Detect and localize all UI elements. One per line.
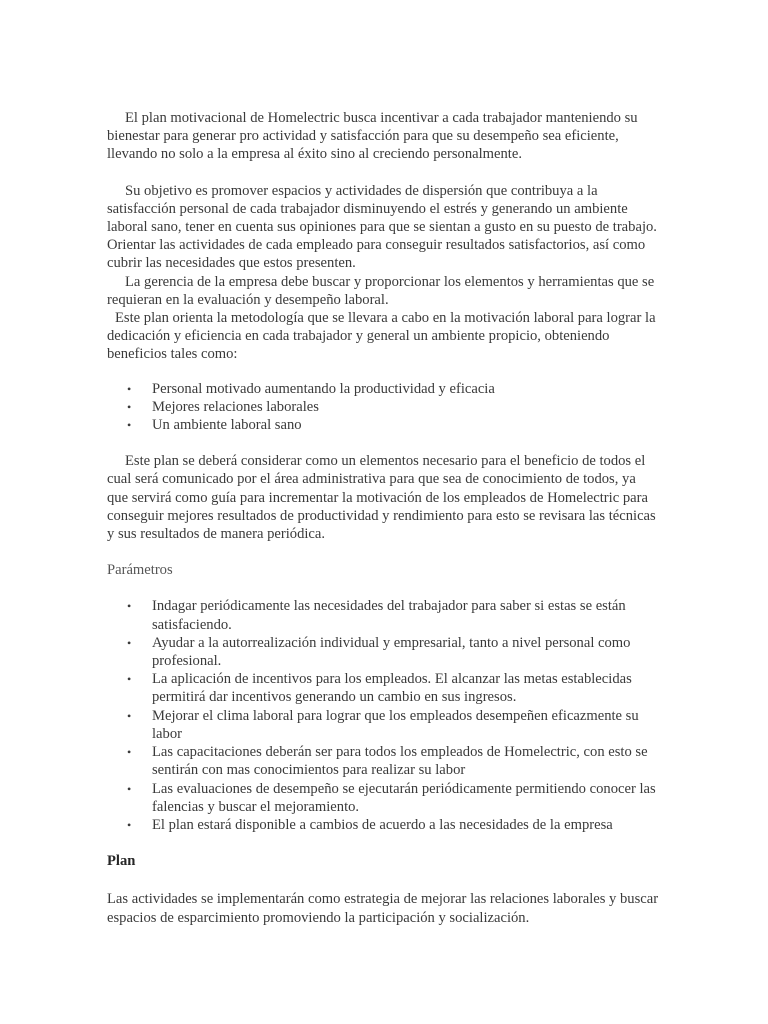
bullet-icon: • [127, 817, 132, 832]
parameter-text: Ayudar a la autorrealización individual y empresarial, tanto a nivel personal como profesional. [152, 634, 631, 670]
plan-heading: Plan [107, 853, 136, 870]
list-item [107, 780, 659, 816]
parameters-list [107, 597, 659, 834]
list-item [107, 707, 659, 743]
parameter-text: Las capacitaciones deberán ser para todos los empleados de Homelectric, con esto se sentirán con mas conocimientos para realizar su labor [152, 744, 648, 779]
intro-paragraph: El plan motivacional de Homelectric busca incentivar a cada trabajador manteniendo su bienestar para generar pro actividad y satisfacción para que su desempeño sea eficiente, llevando no solo a la empresa al éxito sino al creciendo personalmente. [107, 110, 638, 163]
parameters-heading: Parámetros [107, 562, 173, 579]
document-content [107, 109, 659, 927]
bullet-icon: • [127, 708, 132, 723]
parameter-text: Las evaluaciones de desempeño se ejecutarán periódicamente permitiendo conocer las falencias y buscar el mejoramiento. [152, 780, 656, 815]
bullet-icon: • [127, 672, 132, 687]
list-item [107, 670, 659, 706]
benefit-text: Mejores relaciones laborales [152, 398, 319, 415]
parameter-text: Mejorar el clima laboral para lograr que los empleados desempeñen eficazmente su labor [152, 707, 639, 742]
benefit-text: Un ambiente laboral sano [152, 417, 302, 434]
bullet-icon: • [127, 635, 132, 650]
list-item [107, 816, 659, 834]
bullet-icon: • [127, 599, 132, 614]
list-item [107, 380, 659, 398]
management-paragraph: La gerencia de la empresa debe buscar y proporcionar los elementos y herramientas que se requieran en la evaluación y desempeño laboral. [107, 273, 655, 308]
bullet-icon: • [127, 418, 132, 433]
communication-paragraph: Este plan se deberá considerar como un elementos necesario para el beneficio de todos el cual será comunicado por el área administrativa para que sea de conocimiento de todos, ya que servirá como guía para incrementar la motivación de los empleados de Homelectric para conseguir mejores resultados de productividad y rendimiento para esto se revisara las técnicas y sus resultados de manera periódica. [107, 453, 656, 543]
objective-paragraph: Su objetivo es promover espacios y actividades de dispersión que contribuya a la satisfacción personal de cada trabajador disminuyendo el estrés y generando un ambiente laboral sano, tener en cuenta sus opiniones para que se sientan a gusto en su puesto de trabajo. Orientar las actividades de cada empleado para conseguir resultados satisfactorios, así como cubrir las necesidades que estos presenten. [107, 182, 657, 272]
list-item [107, 597, 659, 633]
parameter-text: La aplicación de incentivos para los empleados. El alcanzar las metas establecidas permitirá dar incentivos generando un cambio en sus ingresos. [152, 671, 632, 706]
parameter-text: Indagar periódicamente las necesidades del trabajador para saber si estas se están satisfaciendo. [152, 598, 626, 633]
list-item [107, 634, 659, 670]
parameter-text: El plan estará disponible a cambios de acuerdo a las necesidades de la empresa [152, 816, 613, 833]
bullet-icon: • [127, 781, 132, 796]
benefits-list [107, 380, 659, 435]
benefit-text: Personal motivado aumentando la productividad y eficacia [152, 380, 495, 397]
list-item [107, 398, 659, 416]
bullet-icon: • [127, 745, 132, 760]
list-item [107, 743, 659, 779]
plan-paragraph: Las actividades se implementarán como estrategia de mejorar las relaciones laborales y buscar espacios de esparcimiento promoviendo la participación y socialización. [107, 891, 659, 926]
bullet-icon: • [127, 399, 132, 414]
list-item [107, 416, 659, 434]
methodology-paragraph: Este plan orienta la metodología que se llevara a cabo en la motivación laboral para lograr la dedicación y eficiencia en cada trabajador y general un ambiente propicio, obteniendo beneficios tales como: [107, 310, 656, 363]
bullet-icon: • [127, 381, 132, 396]
